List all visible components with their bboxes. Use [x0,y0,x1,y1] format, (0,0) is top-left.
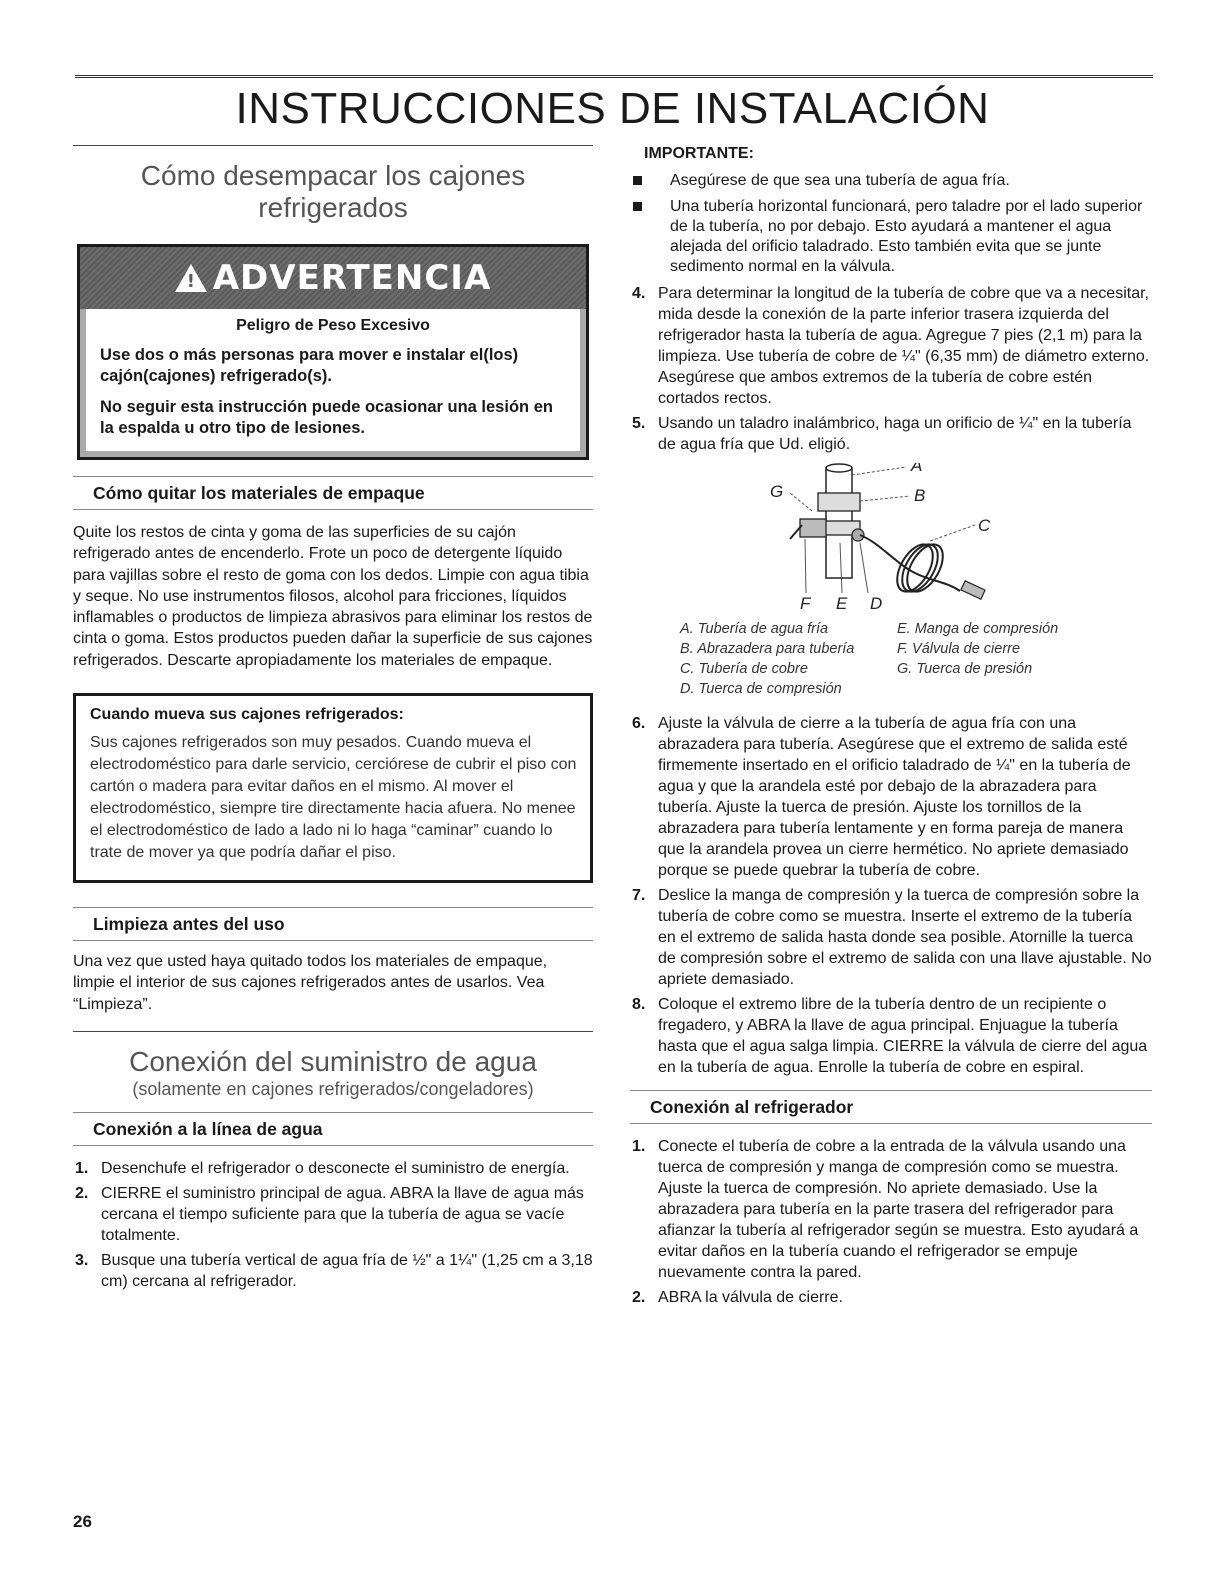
warning-header [80,247,586,309]
warning-text-1: Use dos o más personas para mover e instalar el(los) cajón(cajones) refrigerado(s). [100,346,519,385]
copper-tubing [860,535,960,591]
unpack-title-line1: Cómo desempacar los cajones [140,160,526,191]
divider [73,940,593,941]
right-column [630,145,1152,1312]
divider [73,509,593,510]
valve-diagram [630,463,1152,613]
warning-body [80,309,586,457]
water-title: Conexión del suministro de agua [129,1045,537,1077]
list-item: Una tubería horizontal funcionará, pero taladre por el lado superior de la tubería, no por debajo. Esto ayudará a mantener el agua alejada del orificio taladrado. Esto también evita que se junte sedimento normal en la válvula. [630,197,1152,277]
list-item: 6. Ajuste la válvula de cierre a la tubería de agua fría con una abrazadera para tubería. Asegúrese que el extremo de salida esté firmemente insertado en el orificio taladrado de ¼" en la tubería de agua y que la arandela esté por debajo de la abrazadera para tubería. Ajuste la tuerca de presión. Ajuste los tornillos de la abrazadera para tubería lentamente y en forma pareja de manera que la arandela provea un cierre hermético. No apriete demasiado porque se puede quebrar la tubería de cobre. [632,715,1131,879]
list-item: 1. Conecte el tubería de cobre a la entrada de la válvula usando una tuerca de compresión y manga de compresión como se muestra. Ajuste la tuerca de compresión. No apriete demasiado. Use la abrazadera para tubería en la parte trasera del refrigerador para afianzar la tubería al refrigerador según se muestra. Esto ayudará a evitar daños en la tubería cuando el refrigerador se empuje nuevamente contra la pared. [632,1138,1139,1281]
warning-triangle-icon: ! [175,264,207,292]
fridge-heading: Conexión al refrigerador [650,1097,854,1117]
clean-text: Una vez que usted haya quitado todos los materiales de empaque, limpie el interior de sus cajones refrigerados antes de usarlos. Vea “Limpieza”. [73,953,548,1013]
move-text: Sus cajones refrigerados son muy pesados. Cuando mueva el electrodoméstico para darle servicio, cerciórese de cubrir el piso con cartón o madera para evitar daños en el mismo. Al mover el electrodoméstico, siempre tire directamente hacia afuera. No menee el electrodoméstico de lado a lado ni lo haga “caminar” cuando lo trate de mover ya que podría dañar el piso. [90,734,577,862]
valve-diagram-svg [630,463,1152,613]
list-item: 2. CIERRE el suministro principal de agua. ABRA la llave de agua más cercana el tiempo suficiente para que la tubería de agua se vacíe totalmente. [75,1184,584,1244]
figure-legend [680,619,1152,699]
move-box [73,693,593,883]
left-column [73,145,593,1296]
line-heading: Conexión a la línea de agua [93,1118,323,1139]
list-item: 2. ABRA la válvula de cierre. [632,1289,843,1306]
label-c: C [978,516,991,535]
legend-item [897,679,1127,699]
list-item: 1. Desenchufe el refrigerador o desconecte el suministro de energía. [75,1159,570,1177]
legend-item: B. Abrazadera para tubería [680,641,855,657]
unpack-title-line2: refrigerados [258,192,408,223]
left-steps [73,1158,593,1292]
pipe-clamp [818,493,860,511]
label-b: B [914,486,926,505]
legend-item: D. Tuerca de compresión [680,681,842,697]
label-g: G [770,482,784,501]
divider [73,1031,593,1032]
shutoff-valve [800,519,826,537]
label-e: E [836,594,848,613]
legend-item: A. Tubería de agua fría [680,621,829,637]
warning-box [77,244,589,460]
important-label: IMPORTANTE: [644,145,754,162]
list-item: Asegúrese de que sea una tubería de agua fría. [630,171,1152,191]
divider [73,145,593,146]
label-f: F [800,594,811,613]
list-item: 7. Deslice la manga de compresión y la tuerca de compresión sobre la tubería de cobre como se muestra. Inserte el extremo de la tubería en el extremo de salida hasta donde sea posible. Atornille la tuerca de compresión sobre el extremo de salida con una llave ajustable. No apriete demasiado. [632,887,1152,988]
legend-item: G. Tuerca de presión [897,661,1033,677]
clean-heading: Limpieza antes del uso [93,914,285,935]
right-steps-b [630,713,1152,1078]
legend-item: E. Manga de compresión [897,621,1059,637]
bullet-icon [633,202,642,211]
top-rule [75,75,1153,78]
bullet-icon [633,176,642,185]
divider [630,1123,1152,1124]
right-steps-a [630,283,1152,455]
fridge-steps [630,1136,1152,1308]
label-a: A [911,463,923,475]
page-title: INSTRUCCIONES DE INSTALACIÓN [235,84,990,133]
move-heading: Cuando mueva sus cajones refrigerados: [90,706,404,724]
list-item: 8. Coloque el extremo libre de la tubería dentro de un recipiente o fregadero, y ABRA la llave de agua principal. Enjuague la tubería hasta que el agua salga limpia. CIERRE la válvula de cierre del agua en la tubería de agua. Enrolle la tubería de cobre en espiral. [632,996,1148,1076]
legend-item: C. Tubería de cobre [680,661,808,677]
label-d: D [870,594,883,613]
remove-text: Quite los restos de cinta y goma de las superficies de su cajón refrigerado antes de encenderlo. Frote un poco de detergente líquido para vajillas sobre el resto de goma con los dedos. Limpie con agua tibia y seque. No use instrumentos filosos, alcohol para fricciones, líquidos inflamables o productos de limpieza abrasivos para eliminar los restos de cinta o goma. Estos productos pueden dañar la superficie de sus cajones refrigerados. Descarte apropiadamente los materiales de empaque. [73,524,593,669]
water-subtitle: (solamente en cajones refrigerados/congeladores) [132,1078,534,1099]
legend-item: F. Válvula de cierre [897,641,1021,657]
list-item: 3. Busque una tubería vertical de agua fría de ½" a 1¼" (1,25 cm a 3,18 cm) cercana al refrigerador. [75,1251,593,1290]
important-bullets [630,171,1152,277]
remove-heading: Cómo quitar los materiales de empaque [93,483,425,503]
list-item: 4. Para determinar la longitud de la tubería de cobre que va a necesitar, mida desde la conexión de la parte inferior trasera izquierda del refrigerador hasta la tubería de agua. Agregue 7 pies (2,1 m) para la limpieza. Use tubería de cobre de ¼" (6,35 mm) de diámetro externo. Asegúrese que ambos extremos de la tubería de cobre estén cortados rectos. [632,285,1150,407]
warning-header-label: ADVERTENCIA [212,258,492,298]
divider [73,1145,593,1146]
page-number: 26 [73,1512,92,1531]
warning-subtitle: Peligro de Peso Excesivo [236,317,430,334]
list-item: 5. Usando un taladro inalámbrico, haga un orificio de ¼" en la tubería de agua fría que Ud. eligió. [632,415,1132,453]
warning-text-2: No seguir esta instrucción puede ocasionar una lesión en la espalda u otro tipo de lesiones. [100,398,553,437]
